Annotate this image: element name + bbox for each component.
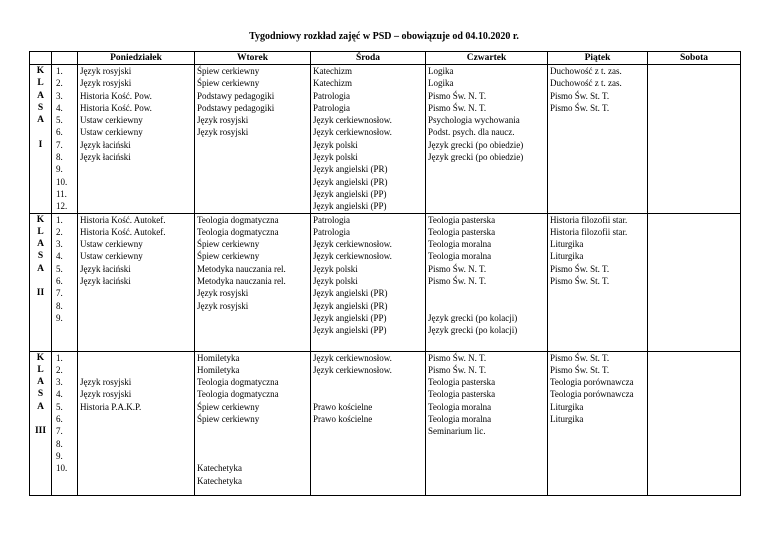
lesson-number: 9. <box>56 450 63 461</box>
day-cell-tuesday <box>195 65 311 214</box>
subject: Metodyka nauczania rel. <box>197 276 286 287</box>
header-tuesday: Wtorek <box>195 52 311 65</box>
subject: Duchowość z t. zas. <box>550 66 622 76</box>
subject: Historia Kość. Pow. <box>80 102 152 113</box>
class-label-letter: A <box>37 401 44 412</box>
class-row <box>30 65 741 214</box>
class-label-letter: S <box>37 389 44 400</box>
subject: Historia Kość. Pow. <box>80 90 152 101</box>
subject: Pismo Św. St. T. <box>550 276 610 287</box>
subject: Język angielski (PP) <box>313 312 387 323</box>
page-title: Tygodniowy rozkład zajęć w PSD – obowiązuje od 04.10.2020 r. <box>249 31 519 42</box>
class-label-letter: A <box>37 90 44 101</box>
subject: Teologia moralna <box>428 251 492 262</box>
lesson-number: 1. <box>56 214 63 225</box>
subject: Język rosyjski <box>80 66 132 76</box>
header-number <box>52 52 78 65</box>
subject: Język polski <box>313 152 358 163</box>
subject: Metodyka nauczania rel. <box>197 263 286 274</box>
subject: Teologia dogmatyczna <box>197 214 279 225</box>
class-label-letter <box>30 275 51 287</box>
subject: Prawo kościelne <box>313 401 373 412</box>
subject: Pismo Św. St. T. <box>550 90 610 101</box>
subject: Teologia moralna <box>428 401 492 412</box>
subject: Śpiew cerkiewny <box>197 401 260 412</box>
lesson-number: 8. <box>56 438 63 449</box>
lesson-number: 11. <box>56 188 67 199</box>
subject: Katechizm <box>313 66 352 76</box>
lesson-number: 10. <box>56 463 68 474</box>
subject: Logika <box>428 66 454 76</box>
class-label-letter: III <box>34 426 47 437</box>
lesson-number: 1. <box>56 66 63 76</box>
subject: Ustaw cerkiewny <box>80 115 143 126</box>
subject <box>197 438 310 450</box>
schedule-table <box>29 51 741 496</box>
subject: Język grecki (po kolacji) <box>428 325 518 336</box>
subject: Pismo Św. N. T. <box>428 263 487 274</box>
subject: Logika <box>428 78 454 89</box>
lesson-numbers <box>52 213 78 351</box>
day-cell-saturday <box>648 65 741 214</box>
subject: Język angielski (PP) <box>313 188 387 199</box>
class-label-letter: II <box>36 288 45 299</box>
subject: Teologia dogmatyczna <box>197 389 279 400</box>
lesson-number: 9. <box>56 164 63 175</box>
subject: Śpiew cerkiewny <box>197 239 260 250</box>
class-label-letter: K <box>36 214 45 225</box>
day-cell-wednesday <box>311 213 426 351</box>
day-cell-monday <box>78 213 195 351</box>
subject: Pismo Św. St. T. <box>550 352 610 363</box>
subject <box>313 388 425 400</box>
subject: Teologia porównawcza <box>550 389 634 400</box>
subject: Język angielski (PR) <box>313 164 388 175</box>
class-row <box>30 351 741 495</box>
subject: Historia Kość. Autokef. <box>80 226 166 237</box>
lesson-number: 3. <box>56 377 63 388</box>
subject: Teologia pasterska <box>428 389 496 400</box>
subject: Ustaw cerkiewny <box>80 239 143 250</box>
subject: Język angielski (PR) <box>313 176 388 187</box>
header-row <box>30 52 741 65</box>
subject: Teologia porównawcza <box>550 377 634 388</box>
subject: Język cerkiewnosłow. <box>313 115 392 126</box>
lesson-number: 1. <box>56 352 63 363</box>
subject: Liturgika <box>550 414 584 425</box>
class-label-letter: L <box>37 78 44 89</box>
lesson-number: 3. <box>56 90 63 101</box>
subject: Pismo Św. N. T. <box>428 102 487 113</box>
lesson-number: 7. <box>56 288 63 299</box>
day-cell-thursday <box>426 213 548 351</box>
lesson-number: 2. <box>56 226 63 237</box>
subject: Podst. psych. dla naucz. <box>428 127 515 138</box>
subject <box>313 376 425 388</box>
day-cell-saturday <box>648 213 741 351</box>
day-cell-saturday <box>648 351 741 495</box>
lesson-number: 6. <box>56 414 63 425</box>
lesson-numbers <box>52 65 78 214</box>
subject: Ustaw cerkiewny <box>80 127 143 138</box>
day-cell-friday <box>548 213 648 351</box>
lesson-number: 7. <box>56 426 63 437</box>
subject: Język angielski (PP) <box>313 325 387 336</box>
subject: Liturgika <box>550 401 584 412</box>
subject <box>428 300 547 312</box>
header-friday: Piątek <box>548 52 648 65</box>
class-row <box>30 213 741 351</box>
subject: Śpiew cerkiewny <box>197 251 260 262</box>
subject: Duchowość z t. zas. <box>550 78 622 89</box>
subject: Język rosyjski <box>197 127 249 138</box>
subject: Język angielski (PR) <box>313 300 388 311</box>
subject: Pismo Św. N. T. <box>428 276 487 287</box>
subject <box>428 287 547 299</box>
subject <box>197 450 310 462</box>
lesson-number: 4. <box>56 102 63 113</box>
subject: Historia filozofii star. <box>550 226 628 237</box>
class-label <box>30 65 52 214</box>
class-label-letter: S <box>37 251 44 262</box>
subject: Język angielski (PP) <box>313 201 387 212</box>
subject: Język rosyjski <box>80 389 132 400</box>
lesson-number: 8. <box>56 300 63 311</box>
class-label-letter: A <box>37 263 44 274</box>
subject: Psychologia wychowania <box>428 115 520 126</box>
subject: Teologia pasterska <box>428 377 496 388</box>
subject: Historia Kość. Autokef. <box>80 214 166 225</box>
subject: Pismo Św. N. T. <box>428 90 487 101</box>
subject: Teologia moralna <box>428 239 492 250</box>
subject: Ustaw cerkiewny <box>80 251 143 262</box>
subject: Język łaciński <box>80 139 131 150</box>
subject: Podstawy pedagogiki <box>197 102 275 113</box>
class-label-letter: L <box>37 226 44 237</box>
subject: Teologia pasterska <box>428 214 496 225</box>
class-label-letter: A <box>37 115 44 126</box>
lesson-number: 6. <box>56 276 63 287</box>
subject: Śpiew cerkiewny <box>197 78 260 89</box>
subject <box>197 425 310 437</box>
subject: Podstawy pedagogiki <box>197 90 275 101</box>
lesson-number: 10. <box>56 176 68 187</box>
subject: Patrologia <box>313 102 350 113</box>
subject: Język polski <box>313 276 358 287</box>
subject: Pismo Św. St. T. <box>550 102 610 113</box>
header-thursday: Czwartek <box>426 52 548 65</box>
day-cell-tuesday <box>195 351 311 495</box>
subject: Język polski <box>313 263 358 274</box>
subject: Teologia dogmatyczna <box>197 377 279 388</box>
day-cell-thursday <box>426 351 548 495</box>
lesson-number: 9. <box>56 312 63 323</box>
subject: Język grecki (po kolacji) <box>428 312 518 323</box>
class-label-letter: S <box>37 102 44 113</box>
subject: Homiletyka <box>197 352 240 363</box>
class-label-letter: K <box>36 352 45 363</box>
class-label-letter: K <box>36 66 45 76</box>
subject: Homiletyka <box>197 364 240 375</box>
day-cell-tuesday <box>195 213 311 351</box>
subject: Język rosyjski <box>197 300 249 311</box>
class-label <box>30 213 52 351</box>
lesson-number: 4. <box>56 251 63 262</box>
class-label <box>30 351 52 495</box>
subject: Patrologia <box>313 214 350 225</box>
subject: Język rosyjski <box>80 78 132 89</box>
subject: Język cerkiewnosłow. <box>313 127 392 138</box>
lesson-number: 5. <box>56 115 63 126</box>
lesson-number: 12. <box>56 201 68 212</box>
subject: Prawo kościelne <box>313 414 373 425</box>
lesson-number: 5. <box>56 263 63 274</box>
subject: Śpiew cerkiewny <box>197 414 260 425</box>
day-cell-friday <box>548 351 648 495</box>
subject: Teologia moralna <box>428 414 492 425</box>
lesson-number: 4. <box>56 389 63 400</box>
class-label-letter <box>30 413 51 425</box>
subject: Liturgika <box>550 239 584 250</box>
subject: Język grecki (po obiedzie) <box>428 139 524 150</box>
header-class <box>30 52 52 65</box>
lesson-number: 7. <box>56 139 63 150</box>
subject: Pismo Św. N. T. <box>428 364 487 375</box>
subject: Historia P.A.K.P. <box>80 401 142 412</box>
subject: Katechetyka <box>197 475 242 486</box>
subject: Język łaciński <box>80 152 131 163</box>
subject: Język rosyjski <box>197 115 249 126</box>
class-label-letter: L <box>37 364 44 375</box>
subject: Pismo Św. St. T. <box>550 263 610 274</box>
day-cell-thursday <box>426 65 548 214</box>
subject: Liturgika <box>550 251 584 262</box>
subject <box>80 352 194 364</box>
lesson-number: 2. <box>56 78 63 89</box>
subject: Język polski <box>313 139 358 150</box>
subject: Patrologia <box>313 90 350 101</box>
day-cell-monday <box>78 65 195 214</box>
class-label-letter: A <box>37 239 44 250</box>
header-saturday: Sobota <box>648 52 741 65</box>
subject: Język łaciński <box>80 263 131 274</box>
day-cell-wednesday <box>311 65 426 214</box>
subject: Teologia pasterska <box>428 226 496 237</box>
subject: Język grecki (po obiedzie) <box>428 152 524 163</box>
subject: Śpiew cerkiewny <box>197 66 260 76</box>
lesson-number: 5. <box>56 401 63 412</box>
lesson-number: 2. <box>56 364 63 375</box>
class-label-letter: A <box>37 377 44 388</box>
lesson-number: 6. <box>56 127 63 138</box>
subject: Język łaciński <box>80 276 131 287</box>
subject: Pismo Św. St. T. <box>550 364 610 375</box>
subject: Język rosyjski <box>80 377 132 388</box>
class-label-letter <box>30 126 51 138</box>
header-wednesday: Środa <box>311 52 426 65</box>
day-cell-wednesday <box>311 351 426 495</box>
subject: Język angielski (PR) <box>313 288 388 299</box>
subject: Język cerkiewnosłow. <box>313 352 392 363</box>
lesson-number: 3. <box>56 239 63 250</box>
subject: Język cerkiewnosłow. <box>313 251 392 262</box>
subject <box>80 364 194 376</box>
subject: Katechizm <box>313 78 352 89</box>
subject: Katechetyka <box>197 463 242 474</box>
day-cell-monday <box>78 351 195 495</box>
subject: Język cerkiewnosłow. <box>313 364 392 375</box>
subject: Patrologia <box>313 226 350 237</box>
header-monday: Poniedziałek <box>78 52 195 65</box>
lesson-number: 8. <box>56 152 63 163</box>
lesson-numbers <box>52 351 78 495</box>
day-cell-friday <box>548 65 648 214</box>
subject: Język rosyjski <box>197 288 249 299</box>
subject: Pismo Św. N. T. <box>428 352 487 363</box>
subject: Historia filozofii star. <box>550 214 628 225</box>
subject: Seminarium lic. <box>428 426 486 437</box>
subject: Język cerkiewnosłow. <box>313 239 392 250</box>
subject: Teologia dogmatyczna <box>197 226 279 237</box>
class-label-letter: I <box>38 139 43 150</box>
schedule-body <box>30 65 741 496</box>
